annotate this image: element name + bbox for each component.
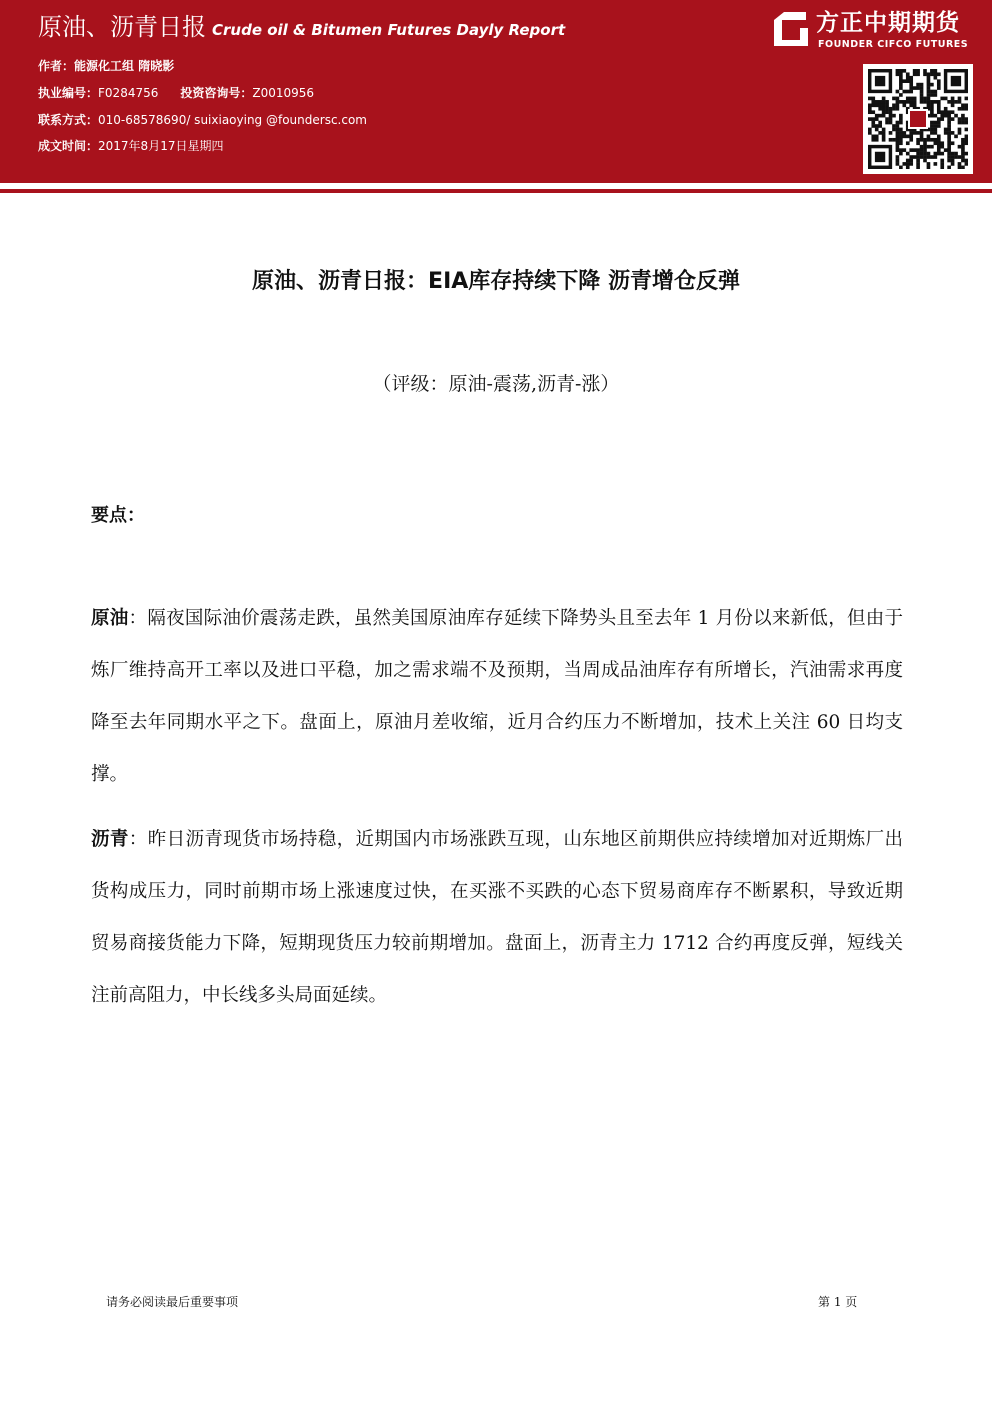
license-label: 执业编号： — [38, 86, 99, 100]
date-value: 2017年8月17日星期四 — [98, 139, 224, 153]
license-line — [38, 85, 314, 101]
date-line — [38, 138, 223, 154]
license-value: F0284756 — [98, 86, 159, 100]
contact-line — [38, 112, 367, 128]
advisory-label: 投资咨询号： — [180, 86, 253, 100]
logo-mark-icon — [770, 10, 810, 50]
author-line — [38, 58, 174, 74]
company-logo — [770, 8, 985, 54]
header-rule — [0, 189, 992, 193]
key-points-heading: 要点： — [91, 505, 145, 526]
crude-oil-label: 原油 — [91, 608, 129, 629]
document-title: 原油、沥青日报：EIA库存持续下降 沥青增仓反弹 — [252, 269, 740, 294]
logo-name-cn: 方正中期期货 — [816, 10, 960, 36]
contact-value: 010-68578690/ suixiaoying @foundersc.com — [98, 113, 367, 127]
bitumen-label: 沥青 — [91, 829, 129, 850]
report-title-cn: 原油、沥青日报 — [38, 13, 206, 41]
page-number: 第 1 页 — [818, 1295, 858, 1309]
footer-notice: 请务必阅读最后重要事项 — [106, 1295, 239, 1309]
qr-code — [863, 64, 973, 174]
report-title-en: Crude oil & Bitumen Futures Dayly Report — [212, 21, 566, 39]
author-value: 能源化工组 隋晓影 — [74, 59, 175, 73]
date-label: 成文时间： — [38, 139, 99, 153]
crude-oil-paragraph — [91, 593, 903, 801]
report-title — [38, 12, 565, 45]
crude-oil-text: ：隔夜国际油价震荡走跌，虽然美国原油库存延续下降势头且至去年 1 月份以来新低，但由于炼厂维持高开工率以及进口平稳，加之需求端不及预期，当周成品油库存有所增长，汽油需求再度降至去年同期水平之下。盘面上，原油月差收缩，近月合约压力不断增加，技术上关注 60 日均支撑。 — [91, 608, 903, 785]
logo-name-en: FOUNDER CIFCO FUTURES — [818, 39, 969, 50]
qr-code-icon — [868, 69, 968, 169]
author-label: 作者： — [38, 59, 75, 73]
bitumen-text: ：昨日沥青现货市场持稳，近期国内市场涨跌互现，山东地区前期供应持续增加对近期炼厂出货构成压力，同时前期市场上涨速度过快，在买涨不买跌的心态下贸易商库存不断累积，导致近期贸易商接货能力下降，短期现货压力较前期增加。盘面上，沥青主力 1712 合约再度反弹，短线关注前高阻力，中长线多头局面延续。 — [91, 829, 903, 1006]
contact-label: 联系方式： — [38, 113, 99, 127]
document-rating: （评级：原油-震荡,沥青-涨） — [372, 373, 620, 395]
bitumen-paragraph — [91, 814, 903, 1022]
advisory-value: Z0010956 — [252, 86, 315, 100]
